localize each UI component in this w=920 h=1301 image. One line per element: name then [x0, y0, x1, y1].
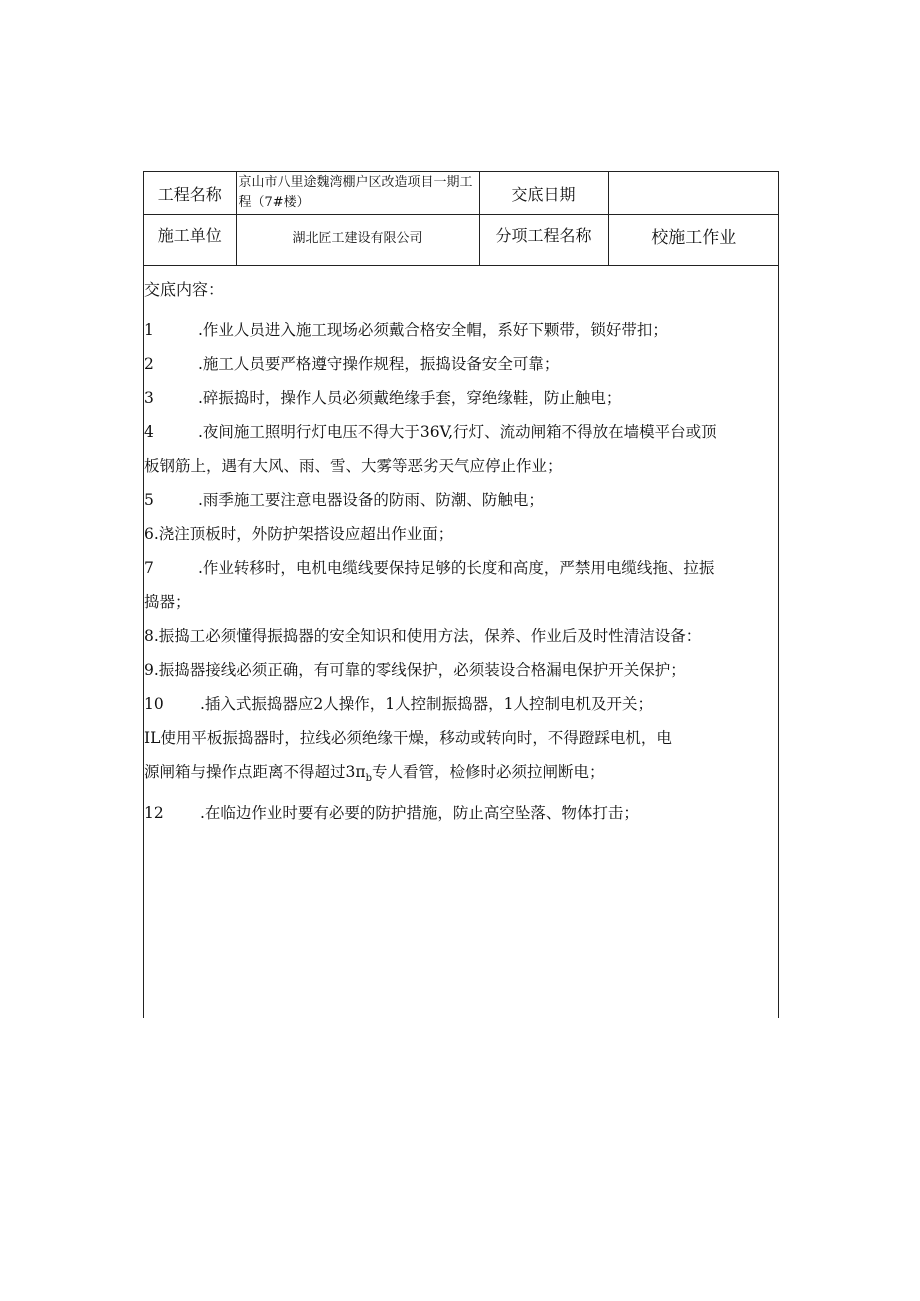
project-name-value: 京山市八里途魏湾棚户区改造项目一期工程（7#楼）: [236, 172, 479, 215]
date-label: 交底日期: [479, 172, 608, 215]
list-item: 5 .雨季施工要注意电器设备的防雨、防潮、防触电；: [144, 491, 544, 509]
list-item: IL使用平板振捣器时，拉线必须绝缘干燥，移动或转向时，不得蹬踩电机，电: [144, 729, 672, 747]
list-item: 1 .作业人员进入施工现场必须戴合格安全帽，系好下颗带，锁好带扣；: [144, 321, 668, 339]
list-item: 12 .在临边作业时要有必要的防护措施，防止高空坠落、物体打击；: [144, 804, 639, 823]
content-section: [144, 278, 778, 830]
unit-label: 施工单位: [144, 215, 236, 266]
list-item-continuation: 板钢筋上，遇有大风、雨、雪、大雾等恶劣天气应停止作业；: [144, 457, 563, 475]
header-table: [144, 172, 779, 266]
unit-value: 湖北匠工建设有限公司: [236, 215, 479, 266]
list-item-continuation: 捣器；: [144, 593, 191, 611]
sub-project-value: 校施工作业: [608, 215, 779, 266]
list-item-continuation: 源闸箱与操作点距离不得超过$3\pi_b$专人看管，检修时必须拉闸断电；: [144, 763, 605, 785]
list-item: 2 .施工人员要严格遵守操作规程，振捣设备安全可靠；: [144, 355, 560, 373]
list-item: 6.浇注顶板时，外防护架搭设应超出作业面；: [144, 525, 454, 543]
list-item: 7 .作业转移时，电机电缆线要保持足够的长度和高度，严禁用电缆线拖、拉振: [144, 559, 715, 577]
list-item: 10 .插入式振捣器应2人操作，1人控制振捣器，1人控制电机及开关；: [144, 695, 654, 713]
list-item: 4 .夜间施工照明行灯电压不得大于36V,行灯、流动闸箱不得放在墙模平台或顶: [144, 423, 717, 441]
list-item: 9.振捣器接线必须正确，有可靠的零线保护，必须装设合格漏电保护开关保护；: [144, 661, 686, 679]
date-value: [608, 172, 779, 215]
disclosure-form: [143, 171, 779, 1018]
list-item: 8.振捣工必须懂得振捣器的安全知识和使用方法，保养、作业后及时性清洁设备：: [144, 627, 702, 645]
content-title: 交底内容：: [144, 280, 225, 299]
project-name-label: 工程名称: [144, 172, 236, 215]
list-item: 3 .碎振捣时，操作人员必须戴绝缘手套，穿绝缘鞋，防止触电；: [144, 389, 622, 407]
sub-project-label: 分项工程名称: [479, 215, 608, 266]
